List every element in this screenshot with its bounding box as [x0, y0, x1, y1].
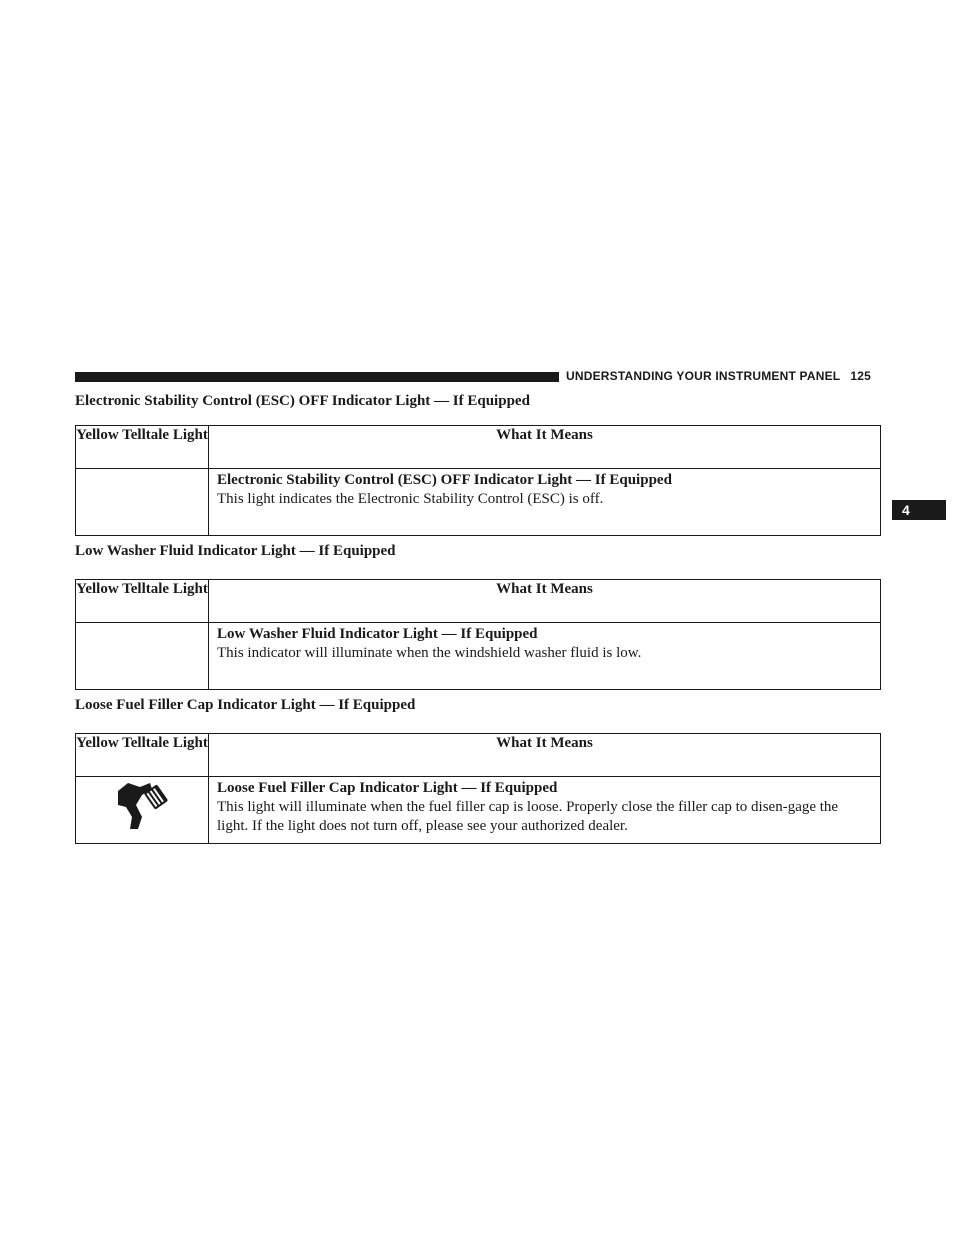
table-row	[76, 623, 881, 690]
header-section-title: UNDERSTANDING YOUR INSTRUMENT PANEL	[566, 369, 841, 383]
col-header-meaning: What It Means	[209, 426, 881, 469]
row-title: Electronic Stability Control (ESC) OFF Indicator Light — If Equipped	[217, 472, 672, 488]
telltale-table-low-washer	[75, 579, 881, 690]
section-title-esc-off: Electronic Stability Control (ESC) OFF Indicator Light — If Equipped	[75, 393, 530, 409]
telltale-icon-cell	[76, 623, 209, 690]
telltale-table-loose-fuel-cap	[75, 733, 881, 844]
meaning-cell	[209, 623, 881, 690]
meaning-cell	[209, 777, 881, 844]
running-header	[566, 369, 871, 383]
col-header-meaning: What It Means	[209, 580, 881, 623]
page-number: 125	[850, 369, 871, 383]
meaning-cell	[209, 469, 881, 536]
col-header-telltale: Yellow Telltale Light	[76, 734, 209, 777]
chapter-tab[interactable]: 4	[892, 500, 946, 520]
telltale-table-esc-off	[75, 425, 881, 536]
section-title-loose-fuel-cap: Loose Fuel Filler Cap Indicator Light — If Equipped	[75, 697, 416, 713]
row-body: This indicator will illuminate when the windshield washer fluid is low.	[217, 645, 642, 661]
table-row	[76, 469, 881, 536]
col-header-meaning: What It Means	[209, 734, 881, 777]
loose-fuel-cap-icon	[112, 777, 172, 833]
row-title: Low Washer Fluid Indicator Light — If Equipped	[217, 626, 538, 642]
col-header-telltale: Yellow Telltale Light	[76, 580, 209, 623]
col-header-telltale: Yellow Telltale Light	[76, 426, 209, 469]
header-rule	[75, 372, 559, 382]
row-body: This light will illuminate when the fuel filler cap is loose. Properly close the filler cap to disen-gage the light. If the light does not turn off, please see your authorized dealer.	[217, 799, 839, 834]
table-row	[76, 777, 881, 844]
row-body: This light indicates the Electronic Stability Control (ESC) is off.	[217, 491, 604, 507]
section-title-low-washer: Low Washer Fluid Indicator Light — If Equipped	[75, 543, 396, 559]
telltale-icon-cell	[76, 469, 209, 536]
telltale-icon-cell	[76, 777, 209, 844]
row-title: Loose Fuel Filler Cap Indicator Light — If Equipped	[217, 780, 558, 796]
